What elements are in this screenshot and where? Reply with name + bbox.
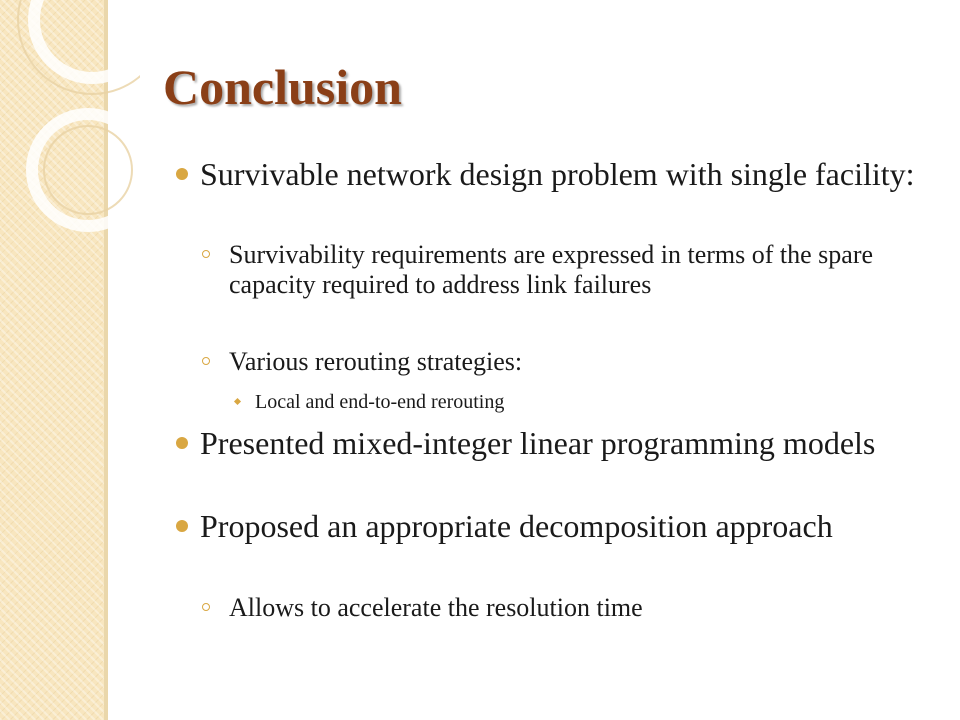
slide-title: Conclusion — [163, 59, 402, 115]
side-band-edge — [104, 0, 108, 720]
level3-bullet — [234, 398, 241, 405]
bullet-level1: Survivable network design problem with single facility: — [200, 156, 915, 192]
bullet-level2: Allows to accelerate the resolution time — [229, 593, 643, 622]
bullet-level2: Survivability requirements are expressed in terms of the spare capacity required to address link failures — [229, 240, 874, 299]
level2-bullet — [202, 603, 210, 611]
decorative-side-band — [0, 0, 104, 720]
bullet-level1: Presented mixed-integer linear programming models — [200, 425, 876, 461]
level1-bullet — [176, 168, 188, 180]
level1-bullet — [176, 520, 188, 532]
level1-bullet — [176, 437, 188, 449]
level2-bullet — [202, 250, 210, 258]
bullet-level3: Local and end-to-end rerouting — [255, 391, 505, 413]
level2-bullet — [202, 357, 210, 365]
bullet-level1: Proposed an appropriate decomposition approach — [200, 508, 833, 544]
bullet-level2: Various rerouting strategies: — [229, 347, 523, 376]
